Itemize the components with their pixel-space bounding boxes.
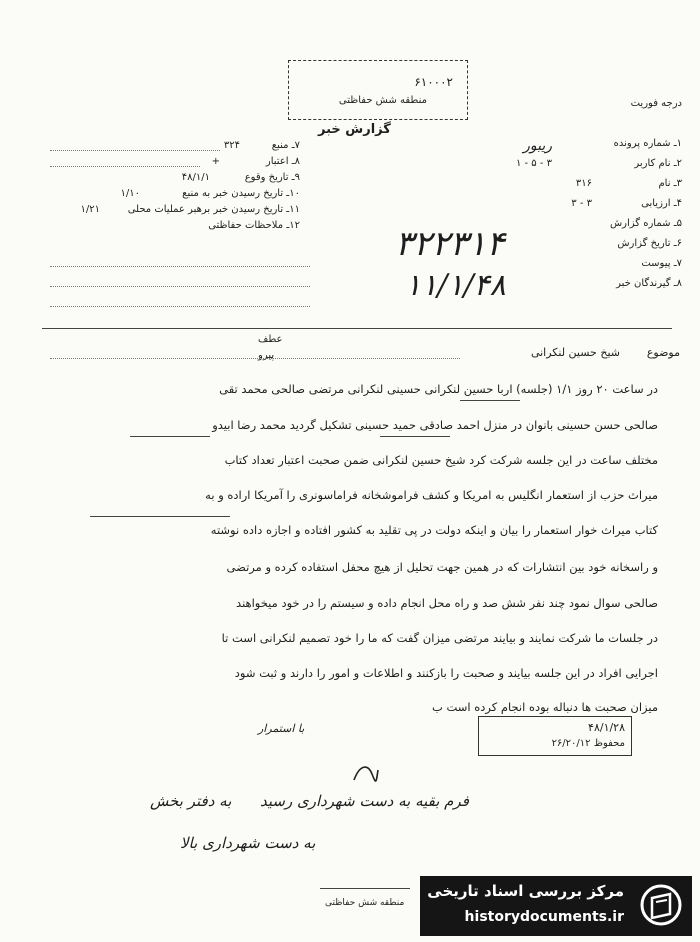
body-line: در ساعت ۲۰ روز ۱/۱ (جلسه) اربا حسین لنکرانی حسینی لنکرانی مرتضی صالحی محمد تقی xyxy=(219,382,658,396)
body-line: مختلف ساعت در این جلسه شرکت کرد شیخ حسین لنکرانی ضمن صحبت اعتبار تعداد کتاب xyxy=(224,453,658,467)
fill-line xyxy=(50,266,310,267)
divider xyxy=(42,328,672,329)
header-field: ۷ـ منبع ۳۲۴ xyxy=(223,140,300,151)
followup-label: پیرو xyxy=(258,350,275,361)
body-line: صالحی سوال نمود چند نفر شش صد و راه محل انجام داده و سیستم را در خود میخواهند xyxy=(236,596,658,610)
form-title: گزارش خبر xyxy=(318,122,391,137)
body-line: در جلسات ما شرکت نمایند و بیایند مرتضی میزان گفت که ما را خود تصمیم لنکرانی است تا xyxy=(221,631,658,645)
fill-line xyxy=(50,286,310,287)
body-line: اجرایی افراد در این جلسه بیایند و صحبت را بازکنند و اطلاعات و امور را دارند و ثبت شود xyxy=(234,666,658,680)
document-folder-icon xyxy=(640,884,682,926)
header-field: ۱ـ شماره پرونده ریبور xyxy=(523,138,682,154)
header-field: ۱۰ـ تاریخ رسیدن خبر به منبع ۱/۱۰ xyxy=(120,188,300,199)
underline-mark xyxy=(460,400,520,401)
archive-logo xyxy=(420,876,692,936)
body-line: میراث حزب از استعمار انگلیس به امریکا و کشف فراموشخانه فراماسونری را آمریکا اراده و به xyxy=(205,488,658,502)
subject-text: شیخ حسین لنکرانی xyxy=(530,346,620,359)
header-field: ۸ـ گیرندگان خبر xyxy=(616,278,682,289)
subject-label: موضوع xyxy=(646,346,680,359)
footer-line xyxy=(320,888,410,889)
signature-label: با استمرار xyxy=(258,722,305,735)
handwritten-date: ۱۱/۱/۴۸ xyxy=(405,268,506,303)
signature-mark-icon xyxy=(350,760,380,790)
header-field: ۱۲ـ ملاحظات حفاظتی xyxy=(208,220,300,231)
header-field: ۹ـ تاریخ وقوع ۴۸/۱/۱ xyxy=(181,172,300,183)
header-field: ۴ـ ارزیابی ۳ - ۳ xyxy=(571,198,682,209)
urgency-label: درجه فوریت xyxy=(630,98,682,109)
fill-line xyxy=(50,166,200,167)
fill-line xyxy=(50,358,460,359)
header-field: ۵ـ شماره گزارش xyxy=(609,218,682,229)
body-line: صالحی حسن حسینی بانوان در منزل احمد صادقی حمید حسینی تشکیل گردید محمد رضا ابیدو xyxy=(212,418,658,432)
archive-stamp-box xyxy=(478,716,632,756)
handwritten-number: ۳۲۲۳۱۴ xyxy=(395,224,505,264)
footer-stamp: منطقه شش حفاظتی xyxy=(325,898,405,908)
archive-date: ۴۸/۱/۲۸ xyxy=(588,721,625,734)
header-left-fields xyxy=(40,140,300,236)
header-field: ۷ـ پیوست xyxy=(641,258,682,269)
handwritten-note: فرم بقیه به دست شهرداری رسید xyxy=(260,792,469,810)
fill-line xyxy=(50,150,220,151)
stamp-office: منطقه شش حفاظتی xyxy=(338,95,427,106)
logo-persian: مرکز بررسی اسناد تاریخی xyxy=(427,882,624,900)
reference-label: عطف xyxy=(258,334,283,345)
header-field: ۸ـ اعتبار + xyxy=(211,156,300,167)
handwritten-initial xyxy=(350,760,380,796)
body-line: کتاب میراث خوار استعمار را بیان و اینکه دولت در پی تقلید به کشور افتاده و اجازه داده نوشته xyxy=(210,523,658,537)
header-field: ۲ـ نام کاربر ۳ - ۵ - ۱ xyxy=(515,158,682,169)
handwritten-note: به دفتر بخش xyxy=(150,792,232,810)
header-field: ۱۱ـ تاریخ رسیدن خبر برهبر عملیات محلی ۱/۲۱ xyxy=(80,204,300,215)
stamp-number: ۶۱۰۰۰۲ xyxy=(414,75,453,89)
body-line: میزان صحبت ها دنباله بوده انجام کرده است ب xyxy=(432,700,658,714)
underline-mark xyxy=(130,436,210,437)
body-line: و راسخانه خود بین انتشارات که در همین جهت تحلیل از هیچ محفل استفاده کرده و مرتضی xyxy=(226,560,658,574)
fill-line xyxy=(50,306,310,307)
header-field: ۶ـ تاریخ گزارش xyxy=(617,238,682,249)
logo-url: historydocuments.ir xyxy=(464,909,624,925)
archive-note: محفوظ ۲۶/۲۰/۱۲ xyxy=(551,738,625,749)
classification-stamp xyxy=(288,60,468,120)
header-field: ۳ـ نام ۳۱۶ xyxy=(575,178,682,189)
handwritten-note: به دست شهرداری بالا xyxy=(180,834,316,852)
underline-mark xyxy=(380,436,450,437)
underline-mark xyxy=(90,516,230,517)
